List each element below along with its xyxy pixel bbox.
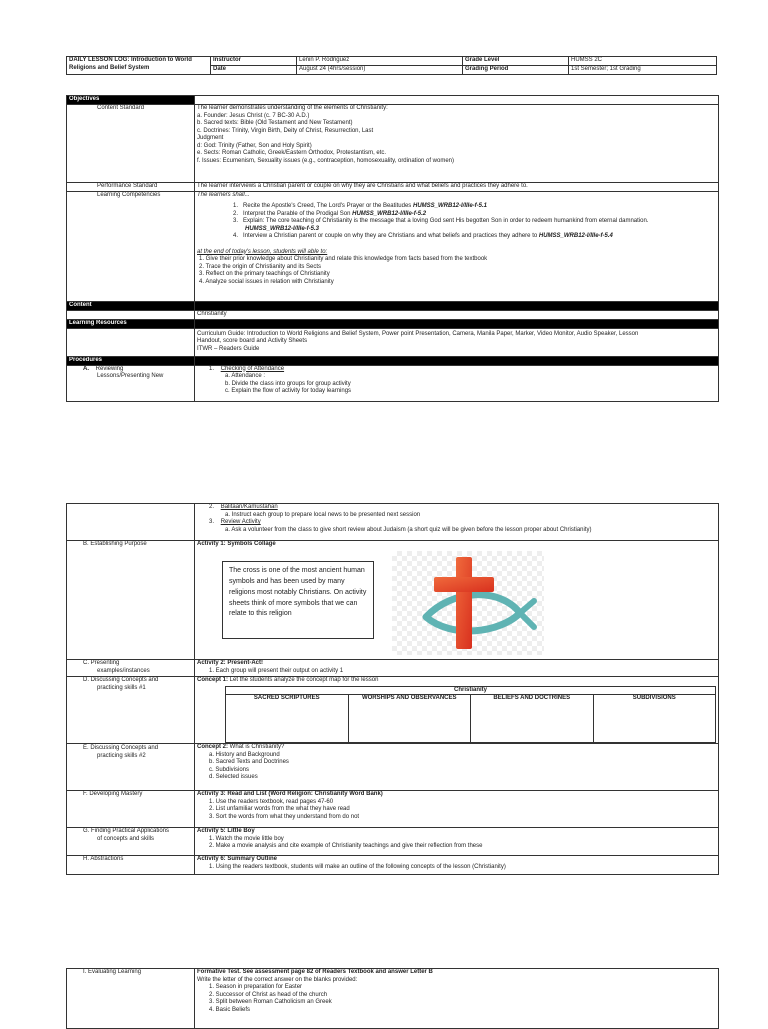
concept-map-col-subdivisions: SUBDIVISIONS <box>593 695 716 743</box>
procedure-i-content: Formative Test. See assessment page 82 of Readers Textbook and answer Letter B Write the letter of the correct answer on the blanks provided: 1. Season in preparation for Easter 2. Successor of Christ as head of the church 3. Split between Roman Catholicism an Greek 4. Basic Beliefs <box>195 969 719 1029</box>
procedure-f-content: Activity 3: Read and List (Word Religion: Christianity Word Bank) 1. Use the readers textbook, read pages 47-60 2. List unfamiliar words from the what they have read 3. Sort the words from what they understand from do not <box>195 791 719 828</box>
fish-symbol <box>426 595 520 631</box>
procedure-f-label: F. Developing Mastery <box>67 791 195 828</box>
procedure-e-content: Concept 2: What is Christianity? a. History and Background b. Sacred Texts and Doctrines c. Subdivisions d. Selected issues <box>195 744 719 791</box>
procedure-b-label: B. Establishing Purpose <box>67 541 195 660</box>
grade-level-label: Grade Level <box>463 57 569 66</box>
content-standard-text: The learner demonstrates understanding of the elements of Christianity: a. Founder: Jesus Christ (c. 7 BC-30 A.D.) b. Sacred texts: Bible (Old Testament and New Testament) c. Doctrines: Trinity, Virgin Birth, Deity of Christ, Resurrection, Last Judgment d: God: Trinity (Father, Son and Holy Spirit) e. Sects: Roman Catholic, Greek/Eastern Orthodox, Protestantism, etc. f. Issues: Ecumenism, Sexuality issues (e.g., contraception, homosexuality, ordination of women) <box>195 105 719 183</box>
procedure-i-label: I. Evaluating Learning <box>67 969 195 1029</box>
performance-standard-label: Performance Standard <box>67 183 195 192</box>
concept-map-table <box>225 686 716 744</box>
content-value: Christianity <box>195 310 719 319</box>
procedure-c-label: C. Presenting examples/instances <box>67 660 195 677</box>
procedure-a-label: A. Reviewing Lessons/Presenting New <box>67 365 195 401</box>
procedure-g-content: Activity 5: Little Boy 1. Watch the movie little boy 2. Make a movie analysis and cite example of Christianity teachings and give their reflection from these <box>195 828 719 856</box>
content-header: Content <box>67 301 195 310</box>
cross-fish-image <box>392 551 544 655</box>
procedure-a-content: 1. Checking of Attendance a. Attendance : b. Divide the class into groups for group activity c. Explain the flow of activity for today learnings <box>195 365 719 401</box>
procedure-c-content: Activity 2: Present-Act! 1. Each group will present their output on activity 1 <box>195 660 719 677</box>
procedure-d-content: Concept 1: Let the students analyze the concept map for the lesson Christianity SACRED SCRIPTURES WORSHIPS AND OBSERVANCES BELIEFS AND DOCTRINES SUBDIVISIONS <box>195 677 719 744</box>
grading-period-value: 1st Semester; 1st Grading <box>569 66 717 75</box>
date-label: Date <box>211 66 297 75</box>
learning-resources-header: Learning Resources <box>67 319 195 328</box>
procedure-h-content: Activity 6: Summary Outline 1. Using the readers textbook, students will make an outline of the following concepts of the lesson (Christianity) <box>195 856 719 875</box>
cross-symbol <box>456 557 472 649</box>
learning-competencies-text: The learners shall... 1. Recite the Apostle's Creed, The Lord's Prayer or the Beatitudes HUMSS_WRB12-I/IIIe-f-5.1 2. Interpret the Parable of the Prodigal Son HUMSS_WRB12-I/IIIe-f-5.2 3. Explain: The core teaching of Christianity is the message that a loving God sent His begotten Son in order to redeem humankind from eternal damnation. HUMSS_WRB12-I/IIIe-f-5.3 4. Interview a Christian parent or couple on why they are Christians and what beliefs and practices they adhere to HUMSS_WRB12-I/IIIe-f-5.4 at the end of today's lesson, students will able to: 1. Give their prior knowledge about Christianity and relate this knowledge from facts based from the textbook 2. Trace the origin of Christianity and its Sects 3. Reflect on the primary teachings of Christianity 4. Analyze social issues in relation with Christianity <box>195 191 719 301</box>
concept-map-col-beliefs: BELIEFS AND DOCTRINES <box>471 695 594 743</box>
procedures-header: Procedures <box>67 356 195 365</box>
grading-period-label: Grading Period <box>463 66 569 75</box>
symbols-collage-text: The cross is one of the most ancient human symbols and has been used by many religions most notably Christians. On activity sheets think of more symbols that we can relate to this religion <box>229 567 367 618</box>
content-standard-label: Content Standard <box>67 105 195 183</box>
performance-standard-text: The learner interviews a Christian parent or couple on why they are Christians and what beliefs and practices they adhere to. <box>195 183 719 192</box>
procedure-a-continued: 2. Balitaan/Kamustahan a. Instruct each group to prepare local news to be presented next session 3. Review Activity a. Ask a volunteer from the class to give short review about Judaism (a short quiz will be given before the lesson proper about Christianity) <box>195 504 719 541</box>
procedure-e-label: E. Discussing Concepts and practicing skills #2 <box>67 744 195 791</box>
instructor-value: Lenin P. Rodriguez <box>297 57 463 66</box>
procedure-d-label: D. Discussing Concepts and practicing skills #1 <box>67 677 195 744</box>
procedure-h-label: H. Abstractions <box>67 856 195 875</box>
grade-level-value: HUMSS 2C <box>569 57 717 66</box>
instructor-label: Instructor <box>211 57 297 66</box>
date-value: August 24 (4hrs/session) <box>297 66 463 75</box>
lesson-table-page3 <box>66 968 719 1029</box>
concept-map-col-sacred-scriptures: SACRED SCRIPTURES <box>226 695 349 743</box>
symbols-collage-textbox <box>222 561 374 639</box>
objectives-header: Objectives <box>67 96 195 105</box>
cross-fish-icon <box>392 551 544 655</box>
procedure-g-label: G. Finding Practical Applications of concepts and skills <box>67 828 195 856</box>
lesson-table-page1 <box>66 95 719 402</box>
learning-resources-text: Curriculum Guide: Introduction to World Religions and Belief System, Power point Presentation, Camera, Manila Paper, Marker, Video Monitor, Audio Speaker, Lesson Handout, score board and Activity Sheets ITWR – Readers Guide <box>195 328 719 356</box>
learning-competencies-label: Learning Competencies <box>67 191 195 301</box>
log-title: DAILY LESSON LOG: Introduction to World Religions and Belief System <box>67 57 211 75</box>
concept-map-col-worships: WORSHIPS AND OBSERVANCES <box>348 695 471 743</box>
concept-map-title: Christianity <box>226 686 716 695</box>
procedure-b-content: Activity 1: Symbols Collage <box>195 541 719 660</box>
header-table <box>66 56 717 75</box>
